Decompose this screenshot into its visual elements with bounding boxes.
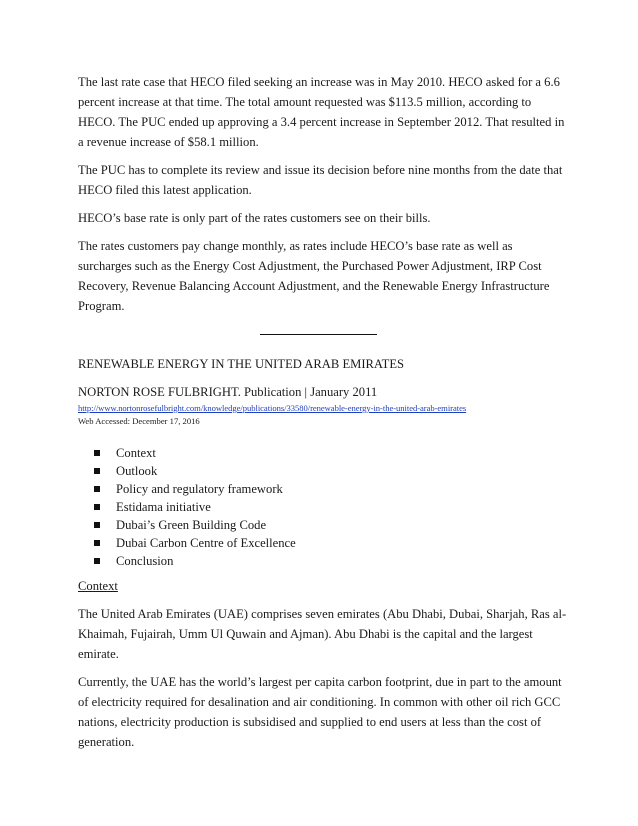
- toc-item-label: Estidama initiative: [116, 500, 211, 514]
- toc-item-context: [94, 444, 568, 462]
- divider-line: [260, 334, 377, 335]
- square-bullet-icon: [94, 558, 100, 564]
- toc-item-green-building-code: [94, 516, 568, 534]
- toc-item-label: Context: [116, 446, 156, 460]
- square-bullet-icon: [94, 450, 100, 456]
- square-bullet-icon: [94, 468, 100, 474]
- paragraph-uae-emirates: The United Arab Emirates (UAE) comprises seven emirates (Abu Dhabi, Dubai, Sharjah, Ras al-Khaimah, Fujairah, Umm Ul Quwain and Ajman). Abu Dhabi is the capital and the largest emirate.: [78, 607, 567, 661]
- toc-item-label: Dubai’s Green Building Code: [116, 518, 267, 532]
- toc-item-label: Conclusion: [116, 554, 174, 568]
- article-url-link[interactable]: http://www.nortonrosefulbright.com/knowledge/publications/33580/renewable-energy-in-the-united-arab-emirates: [78, 403, 467, 413]
- square-bullet-icon: [94, 540, 100, 546]
- document-page: [78, 72, 568, 760]
- table-of-contents-list: [78, 444, 568, 570]
- square-bullet-icon: [94, 504, 100, 510]
- paragraph-carbon-footprint: Currently, the UAE has the world’s largest per capita carbon footprint, due in part to the amount of electricity required for desalination and air conditioning. In common with other oil rich GCC nations, electricity production is subsidised and supplied to end users at less than the cost of generation.: [78, 675, 562, 749]
- toc-item-label: Policy and regulatory framework: [116, 482, 283, 496]
- toc-item-outlook: [94, 462, 568, 480]
- web-accessed-date: Web Accessed: December 17, 2016: [78, 416, 200, 426]
- context-section-title: Context: [78, 579, 118, 593]
- toc-item-conclusion: [94, 552, 568, 570]
- toc-item-label: Outlook: [116, 464, 158, 478]
- toc-item-carbon-centre: [94, 534, 568, 552]
- toc-item-policy: [94, 480, 568, 498]
- paragraph-puc-review: The PUC has to complete its review and issue its decision before nine months from the date that HECO filed this latest application.: [78, 163, 563, 197]
- paragraph-monthly-rates: The rates customers pay change monthly, as rates include HECO’s base rate as well as surcharges such as the Energy Cost Adjustment, the Purchased Power Adjustment, IRP Cost Recovery, Revenue Balancing Account Adjustment, and the Renewable Energy Infrastructure Program.: [78, 239, 550, 313]
- toc-item-estidama: [94, 498, 568, 516]
- square-bullet-icon: [94, 522, 100, 528]
- paragraph-heco-rate-case: The last rate case that HECO filed seeking an increase was in May 2010. HECO asked for a 6.6 percent increase at that time. The total amount requested was $113.5 million, according to HECO. The PUC ended up approving a 3.4 percent increase in September 2012. That resulted in a revenue increase of $58.1 million.: [78, 75, 565, 149]
- paragraph-base-rate: HECO’s base rate is only part of the rates customers see on their bills.: [78, 211, 431, 225]
- article-title: RENEWABLE ENERGY IN THE UNITED ARAB EMIRATES: [78, 357, 405, 371]
- toc-item-label: Dubai Carbon Centre of Excellence: [116, 536, 296, 550]
- section-divider: [78, 324, 568, 354]
- article-publication: NORTON ROSE FULBRIGHT. Publication | January 2011: [78, 385, 378, 399]
- square-bullet-icon: [94, 486, 100, 492]
